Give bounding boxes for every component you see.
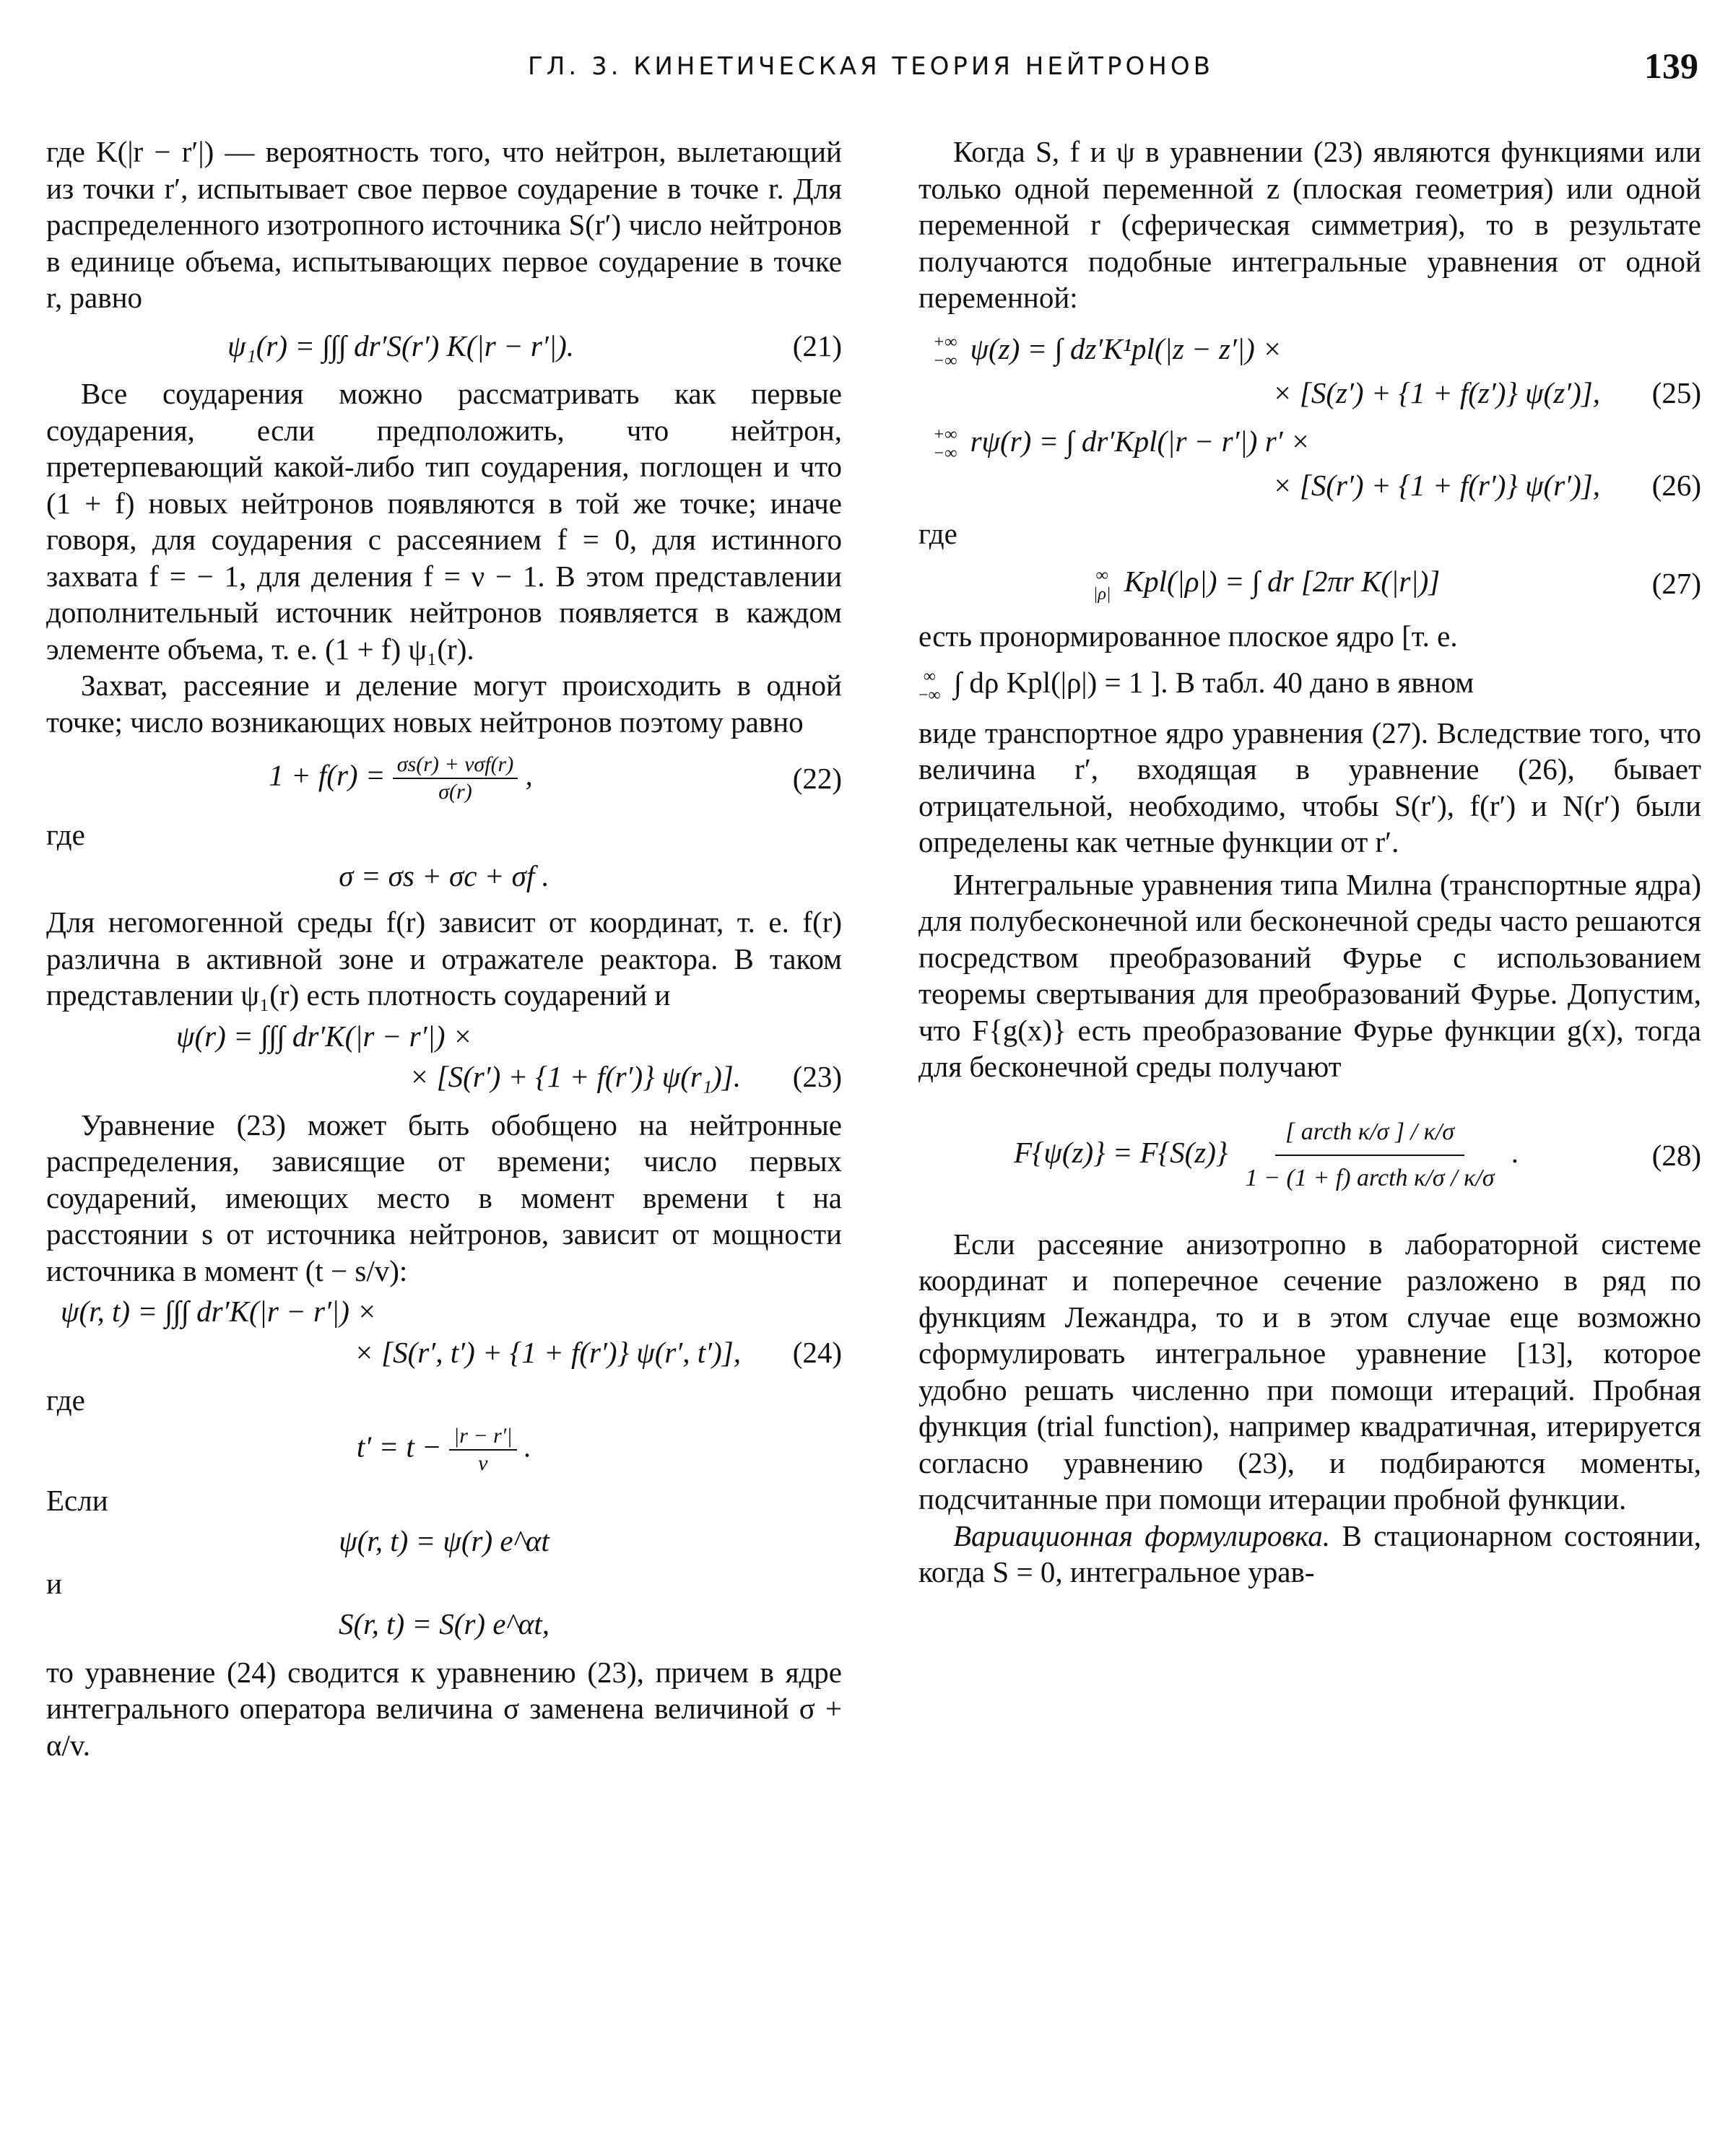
fraction — [393, 752, 518, 805]
fraction — [1235, 1114, 1505, 1197]
equation-number: (24) — [792, 1335, 842, 1369]
equation-number: (28) — [1651, 1139, 1701, 1173]
sigma-definition: σ = σs + σc + σf . — [339, 859, 550, 892]
paragraph: Уравнение (23) может быть обобщено на нейтронные распределения, зависящие от времени; число первых соударений, имеющих место в момент времени t на расстоянии s от источника нейтронов, зависит от мощности источника в момент (t − s/v): — [46, 1108, 842, 1287]
paragraph: Все соударения можно рассматривать как первые соударения, если предположить, что нейтрон, претерпевающий какой-либо тип соударения, поглощен и что (1 + f) новых нейтронов появляются в той же точке; иначе говоря, для соударения с рассеянием f = 0, для истинного захвата f = − 1, для деления f = ν − 1. В этом представлении дополнительный источник нейтронов появляется в каждом элементе объема, т. е. (1 + f) ψ₁(r). — [46, 377, 842, 666]
tprime-definition: t′ = t − $\frac{|r - r'|}{v}$ . — [356, 1423, 532, 1475]
paragraph: Когда S, f и ψ в уравнении (23) являются функциями или только одной переменной z (плоская геометрия) или одной переменной r (сферическая симметрия), то в результате получаются подобные интегральные уравнения от одной переменной: — [918, 135, 1701, 314]
paragraph-variational — [918, 1518, 1701, 1591]
word-where: где — [46, 1383, 85, 1417]
equation-21 — [46, 328, 842, 365]
lower-limit: −∞ — [918, 685, 941, 705]
equation-lhs: 1 + f(r) = — [269, 758, 386, 792]
fraction-denominator: 1 − (1 + f) arcth κ/σ / κ/σ — [1245, 1165, 1495, 1192]
integral-limits — [918, 667, 941, 705]
word-where: где — [918, 516, 957, 550]
integral-limits — [933, 425, 957, 463]
equation-number: (25) — [1651, 376, 1701, 410]
equation-body: rψ(r) = ∫ dr′Kpl(|r − r′|) r′ × — [970, 424, 1311, 458]
fraction-denominator: v — [478, 1451, 488, 1475]
paragraph: есть пронормированное плоское ядро [т. е. — [918, 619, 1458, 653]
equation-body: ψ(z) = ∫ dz′K¹pl(|z − z′|) × — [970, 331, 1282, 365]
paragraph: Если рассеяние анизотропно в лабораторной системе координат и поперечное сечение разложено в ряд по функциям Лежандра, то и в этом случае еще возможно сформулировать интегральное уравнение [13], которое удобно решать численно при помощи итераций. Пробная функция (trial function), например квадратичная, итерируется согласно уравнению (23), и подбираются моменты, подсчитанные при помощи итерации пробной функции. — [918, 1227, 1701, 1516]
equation-22 — [46, 752, 842, 805]
normalization-line — [918, 664, 1701, 705]
equation-27 — [918, 563, 1701, 604]
right-column — [918, 134, 1701, 1591]
word-if: Если — [46, 1483, 108, 1517]
equation-body: × [S(z′) + {1 + f(z′)} ψ(z′)], — [1272, 376, 1600, 410]
psi-exponential: ψ(r, t) = ψ(r) e^αt — [339, 1524, 550, 1557]
equation-text: Kpl(|ρ|) = ∫ dr [2πr K(|r|)] — [1124, 565, 1441, 599]
lower-limit: |ρ| — [1093, 584, 1111, 604]
fraction-denominator: σ(r) — [438, 780, 472, 804]
upper-limit: +∞ — [933, 333, 957, 352]
upper-limit: ∞ — [1095, 565, 1108, 585]
equation-lhs: t′ = t − — [356, 1429, 442, 1463]
equation-body: ψ₁(r) = ∫∫∫ dr′S(r′) K(|r − r′|). — [227, 329, 574, 362]
equation-number: (27) — [1651, 566, 1701, 600]
equation-body — [918, 563, 1615, 604]
paragraph: Интегральные уравнения типа Милна (транспортные ядра) для полубесконечной или бесконечной среды часто решаются посредством преобразований Фурье с использованием теоремы свертывания для преобразований Фурье. Допустим, что F{g(x)} есть преобразование Фурье функции g(x), тогда для бесконечной среды получают — [918, 867, 1701, 1084]
equation-number: (21) — [792, 329, 842, 362]
equation-23 — [46, 1059, 842, 1095]
equation-number: (23) — [792, 1060, 842, 1093]
integral-limits — [1093, 566, 1111, 604]
equation-25 — [918, 375, 1701, 412]
integral-limits — [933, 333, 957, 370]
fraction — [449, 1423, 517, 1477]
equation-23-line1: ψ(r) = ∫∫∫ dr′K(|r − r′|) × — [176, 1019, 473, 1053]
normalization-text: ∫ dρ Kpl(|ρ|) = 1 ]. В табл. 40 дано в явном — [953, 666, 1474, 700]
equation-body: × [S(r′, t′) + {1 + f(r′)} ψ(r′, t′)], — [354, 1335, 741, 1369]
page-header — [43, 45, 1698, 88]
paragraph: то уравнение (24) сводится к уравнению (23), причем в ядре интегрального оператора величина σ заменена величиной σ + α/v. — [46, 1655, 842, 1762]
upper-limit: +∞ — [933, 425, 957, 445]
word-where: где — [46, 818, 85, 851]
equation-body: F{ψ(z)} = F{S(z)} $\frac{\text{[ arcth κ/σ ] / κ/σ}}{\text{1 − (1 + f) arcth κ/σ / κ/σ}}$ . — [918, 1114, 1615, 1197]
lower-limit: −∞ — [933, 352, 957, 371]
lower-limit: −∞ — [933, 444, 957, 464]
equation-26 — [918, 467, 1701, 504]
upper-limit: ∞ — [923, 666, 936, 686]
equation-body: × [S(r′) + {1 + f(r′)} ψ(r₁)]. — [409, 1060, 741, 1093]
equation-25-line1 — [918, 331, 1701, 371]
equation-26-line1 — [918, 423, 1701, 464]
word-and: и — [46, 1566, 62, 1600]
equation-number: (22) — [792, 761, 842, 795]
page-number: 139 — [1644, 45, 1698, 86]
paragraph: Для негомогенной среды f(r) зависит от координат, т. е. f(r) различна в активной зоне и отражателе реактора. В таком представлении ψ₁(r) есть плотность соударений и — [46, 905, 842, 1012]
equation-24-line1: ψ(r, t) = ∫∫∫ dr′K(|r − r′|) × — [61, 1295, 377, 1328]
equation-24 — [46, 1334, 842, 1371]
paragraph-text: В стационарном состоянии, когда S = 0, интегральное урав- — [918, 1518, 1702, 1589]
fraction-numerator: |r − r′| — [449, 1423, 517, 1451]
s-exponential: S(r, t) = S(r) e^αt, — [339, 1607, 550, 1640]
equation-body: × [S(r′) + {1 + f(r′)} ψ(r′)], — [1272, 469, 1600, 503]
fraction-numerator: [ arcth κ/σ ] / κ/σ — [1275, 1114, 1464, 1157]
paragraph: Захват, рассеяние и деление могут происходить в одной точке; число возникающих новых нейтронов поэтому равно — [46, 669, 842, 739]
equation-number: (26) — [1651, 469, 1701, 503]
equation-28 — [918, 1114, 1701, 1197]
left-column — [46, 134, 842, 1763]
equation-lhs: F{ψ(z)} = F{S(z)} — [1013, 1135, 1228, 1169]
running-title: ГЛ. 3. КИНЕТИЧЕСКАЯ ТЕОРИЯ НЕЙТРОНОВ — [528, 52, 1214, 81]
fraction-numerator: σs(r) + νσf(r) — [393, 752, 518, 779]
section-heading: Вариационная формулировка. — [953, 1518, 1331, 1552]
paragraph: где K(|r − r′|) — вероятность того, что нейтрон, вылетающий из точки r′, испытывает свое первое соударение в точке r. Для распределенного изотропного источника S(r′) число нейтронов в единице объема, испытывающих первое соударение в точке r, равно — [46, 135, 842, 314]
equation-body: 1 + f(r) = $\frac{\text{σs(r) + νσf(r)}}{\sigma(r)}$ , — [269, 752, 533, 804]
paragraph: виде транспортное ядро уравнения (27). Вследствие того, что величина r′, входящая в уравнение (26), бывает отрицательной, необходимо, чтобы S(r′), f(r′) и N(r′) были определены как четные функции от r′. — [918, 716, 1701, 859]
